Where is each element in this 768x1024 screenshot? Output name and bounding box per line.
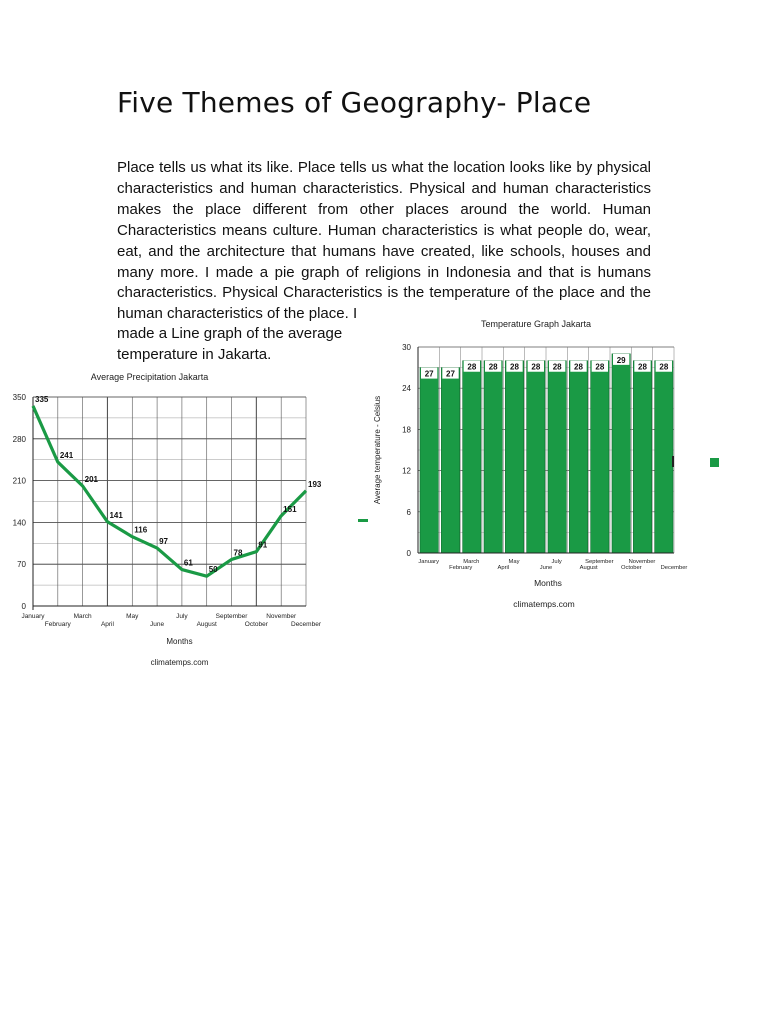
x-tick-label: August xyxy=(196,621,217,628)
data-label: 141 xyxy=(109,510,123,520)
data-label: 28 xyxy=(574,362,583,372)
bar xyxy=(420,368,438,553)
data-label: 193 xyxy=(308,479,322,489)
data-label: 28 xyxy=(659,362,669,372)
y-tick-label: 350 xyxy=(12,393,26,402)
y-tick-label: 280 xyxy=(12,434,26,444)
bar xyxy=(441,368,459,553)
bar xyxy=(463,361,481,553)
green-dash-mark xyxy=(358,519,368,522)
x-tick-label: October xyxy=(621,565,642,571)
x-tick-label: February xyxy=(44,621,71,628)
y-tick-label: 24 xyxy=(402,384,411,394)
x-tick-label: May xyxy=(508,559,520,565)
data-label: 78 xyxy=(233,548,243,558)
data-label: 97 xyxy=(159,537,168,547)
data-label: 151 xyxy=(283,504,297,514)
y-axis-label: Average temperature - Celsius xyxy=(373,395,382,505)
y-tick-label: 0 xyxy=(406,549,411,558)
data-label: 50 xyxy=(208,565,218,575)
data-label: 28 xyxy=(488,362,498,372)
y-tick-label: 70 xyxy=(17,560,26,570)
precipitation-chart xyxy=(0,368,340,673)
bar xyxy=(527,361,545,553)
data-label: 28 xyxy=(552,362,562,372)
x-axis-label: Months xyxy=(166,637,193,646)
y-tick-label: 6 xyxy=(406,507,411,517)
x-tick-label: July xyxy=(551,559,562,565)
x-tick-label: January xyxy=(418,559,439,565)
x-tick-label: September xyxy=(215,613,248,620)
bar xyxy=(591,361,609,553)
body-paragraph: Place tells us what its like. Place tells us what the location looks like by physical characteristics and human characteristics. Physical and human characteristics makes the place different from other places around the world. Human Characteristics means culture. Human characteristics is what people do, wear, eat, and the architecture that humans have created, like schools, houses and many more. I made a pie graph of religions in Indonesia and that is humans characteristics. Physical Characteristics is the temperature of the place and the human characteristics of the place. I xyxy=(117,159,651,323)
x-tick-label: February xyxy=(449,565,473,571)
x-tick-label: May xyxy=(126,613,139,620)
bar xyxy=(484,361,502,553)
x-tick-label: November xyxy=(628,559,656,565)
data-label: 29 xyxy=(616,355,626,365)
bar xyxy=(655,361,673,553)
y-tick-label: 210 xyxy=(12,476,26,486)
data-label: 27 xyxy=(424,369,434,379)
bar xyxy=(505,361,523,553)
data-label: 201 xyxy=(84,474,98,484)
chart-title: Average Precipitation Jakarta xyxy=(90,372,209,382)
temperature-chart xyxy=(352,310,688,610)
x-tick-label: December xyxy=(660,565,688,571)
x-tick-label: April xyxy=(100,621,114,628)
temperature-chart-svg xyxy=(352,310,688,610)
y-tick-label: 18 xyxy=(402,425,411,435)
data-label: 28 xyxy=(531,362,541,372)
x-tick-label: March xyxy=(463,559,480,565)
x-tick-label: June xyxy=(539,565,553,571)
data-label: 241 xyxy=(59,451,74,461)
bar xyxy=(569,361,587,553)
x-tick-label: October xyxy=(244,621,268,628)
data-label: 116 xyxy=(134,525,148,535)
source-label: climatemps.com xyxy=(513,599,575,609)
x-tick-label: November xyxy=(266,613,297,620)
data-label: 27 xyxy=(446,369,455,379)
precipitation-chart-svg xyxy=(0,368,340,673)
x-tick-label: August xyxy=(579,565,598,571)
x-tick-label: December xyxy=(291,621,321,628)
page-title: Five Themes of Geography- Place xyxy=(117,86,592,119)
bar xyxy=(548,361,566,553)
data-label: 91 xyxy=(258,540,268,550)
x-tick-label: March xyxy=(73,613,92,620)
body-paragraph-tail: made a Line graph of the average temperature in Jakarta. xyxy=(117,325,343,363)
data-label: 28 xyxy=(510,362,519,372)
series-line xyxy=(33,406,306,576)
x-tick-label: June xyxy=(150,621,165,628)
y-tick-label: 0 xyxy=(21,602,26,611)
data-label: 28 xyxy=(595,362,605,372)
x-tick-label: April xyxy=(497,565,510,571)
green-square-mark xyxy=(710,458,719,467)
x-tick-label: January xyxy=(21,613,45,620)
bar xyxy=(612,354,630,553)
y-tick-label: 30 xyxy=(402,343,411,352)
bar xyxy=(633,361,651,553)
chart-title: Temperature Graph Jakarta xyxy=(480,319,592,329)
data-label: 28 xyxy=(467,362,477,372)
data-label: 61 xyxy=(183,558,193,568)
data-label: 335 xyxy=(35,394,49,404)
source-label: climatemps.com xyxy=(150,658,209,667)
x-axis-label: Months xyxy=(534,578,562,588)
y-tick-label: 12 xyxy=(402,466,411,476)
y-tick-label: 140 xyxy=(12,518,26,528)
dark-tick-mark xyxy=(672,456,674,467)
x-tick-label: July xyxy=(176,613,188,620)
data-label: 28 xyxy=(638,362,647,372)
x-tick-label: September xyxy=(585,559,614,565)
